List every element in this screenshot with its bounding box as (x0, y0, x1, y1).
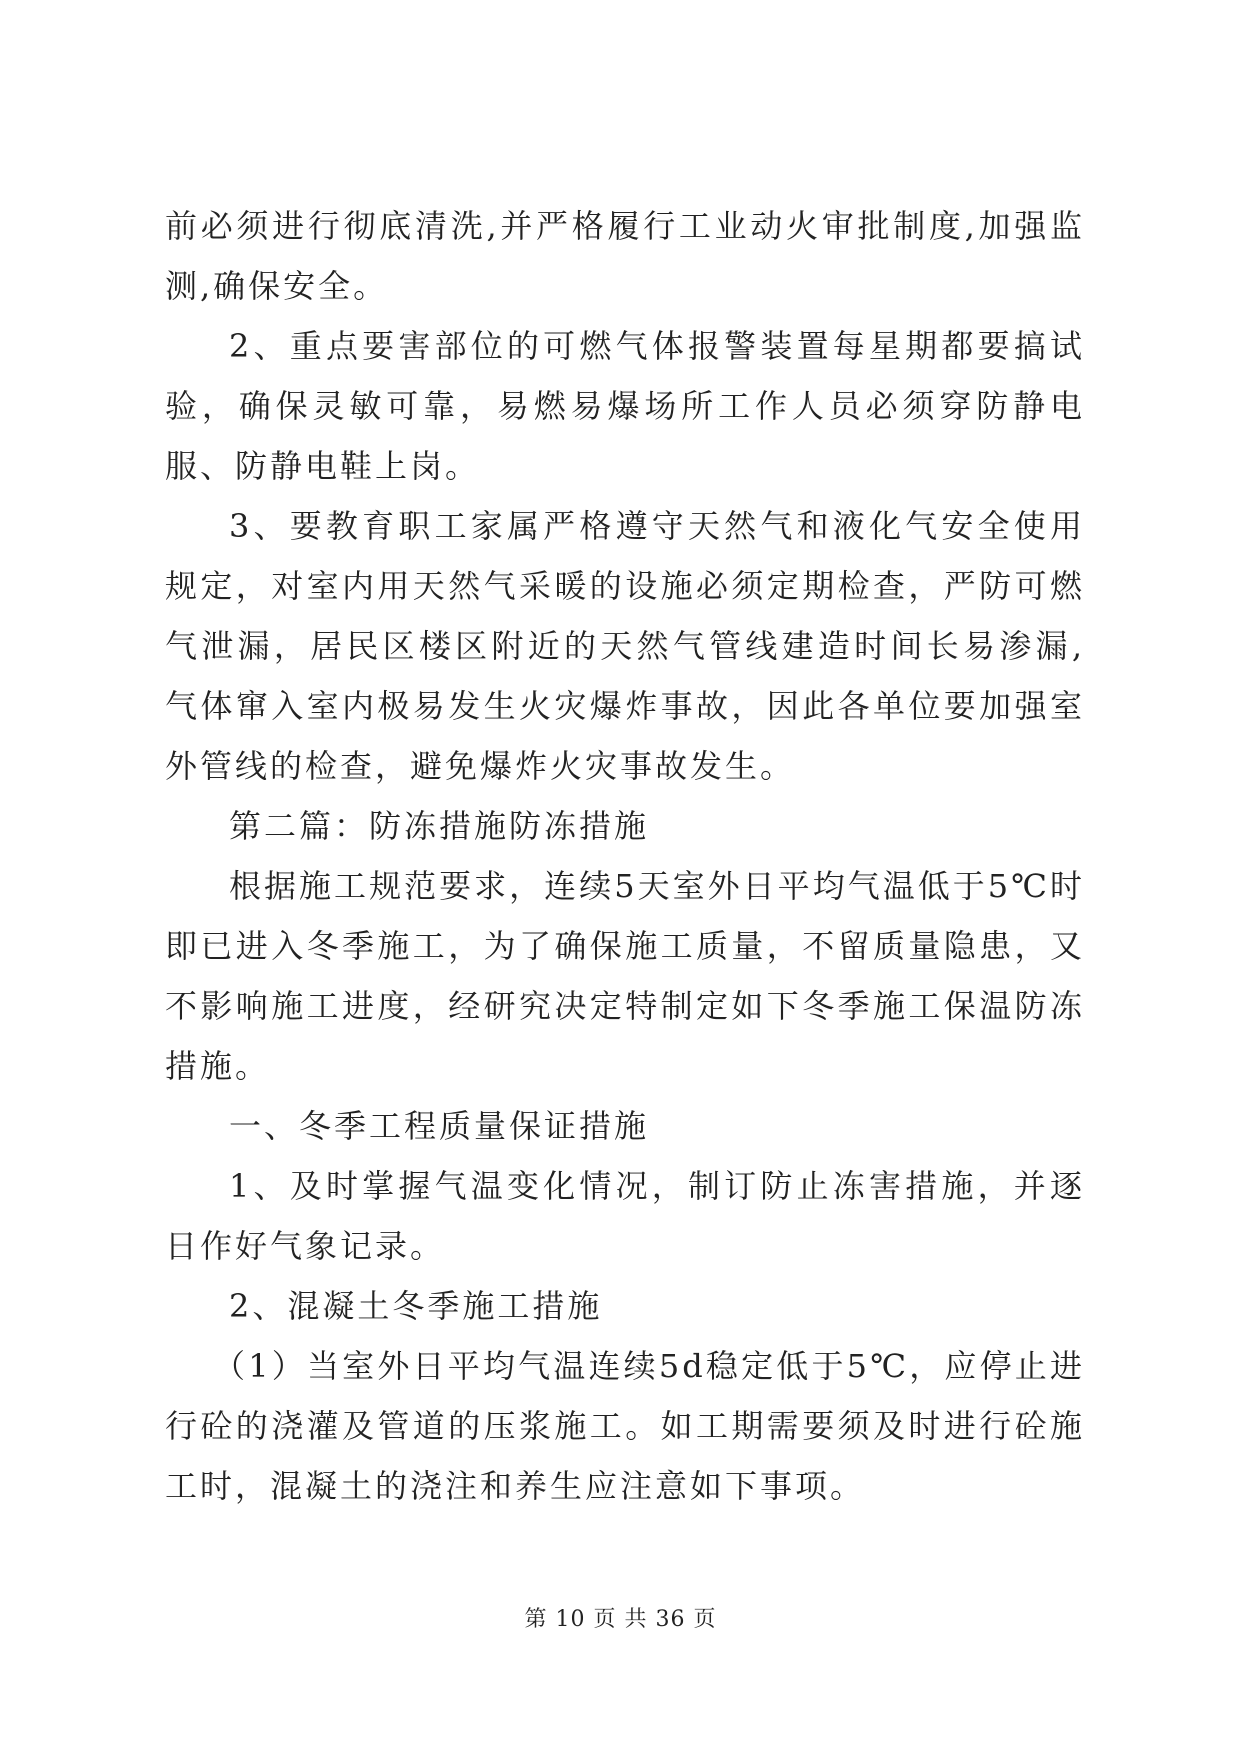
paragraph-concrete-1: （1）当室外日平均气温连续5d稳定低于5℃，应停止进行砼的浇灌及管道的压浆施工。如工期需要须及时进行砼施工时，混凝土的浇注和养生应注意如下事项。 (165, 1347, 1085, 1505)
page-number-footer: 第 10 页 共 36 页 (524, 1607, 717, 1632)
paragraph-intro: 根据施工规范要求，连续5天室外日平均气温低于5℃时即已进入冬季施工，为了确保施工质量，不留质量隐患，又不影响施工进度，经研究决定特制定如下冬季施工保温防冻措施。 (165, 867, 1085, 1085)
paragraph-item-2: 2、重点要害部位的可燃气体报警装置每星期都要搞试验，确保灵敏可靠，易燃易爆场所工作人员必须穿防静电服、防静电鞋上岗。 (165, 327, 1085, 485)
subheading-concrete-measures: 2、混凝土冬季施工措施 (229, 1287, 603, 1325)
section-heading-part-two: 第二篇：防冻措施防冻措施 (229, 807, 650, 845)
paragraph-continuation: 前必须进行彻底清洗,并严格履行工业动火审批制度,加强监测,确保安全。 (165, 207, 1085, 305)
paragraph-measure-1: 1、及时掌握气温变化情况，制订防止冻害措施，并逐日作好气象记录。 (165, 1167, 1085, 1265)
paragraph-item-3: 3、要教育职工家属严格遵守天然气和液化气安全使用规定，对室内用天然气采暖的设施必须定期检查，严防可燃气泄漏，居民区楼区附近的天然气管线建造时间长易渗漏,气体窜入室内极易发生火灾爆炸事故，因此各单位要加强室外管线的检查，避免爆炸火灾事故发生。 (165, 507, 1085, 785)
section-heading-quality-measures: 一、冬季工程质量保证措施 (229, 1107, 650, 1145)
document-body (165, 196, 1085, 1516)
